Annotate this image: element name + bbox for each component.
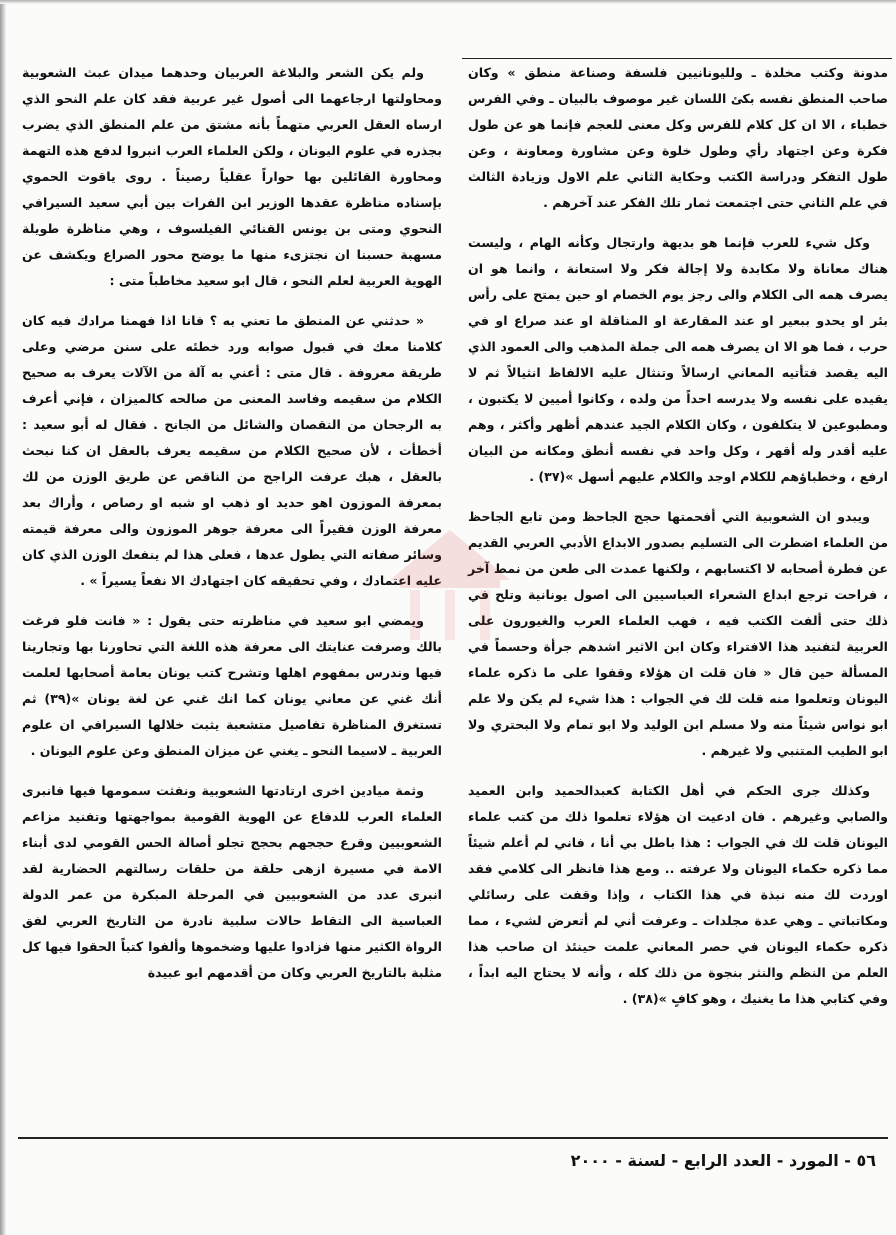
left-text-column [22,60,442,1000]
paragraph: وثمة ميادين اخرى ارتادتها الشعوبية ونفثت سمومها فيها فانبرى العلماء العرب للدفاع عن الهوية القومية بمواجهتها وتفنيد مزاعم الشعوبيين وقرع حججهم بحجج تجلو أصالة الحس القومي لدى أبناء الامة في مسيرة ازهى حلقة من حلقات رسالتهم الحضارية لقد انبرى عدد من الشعوبيين في المرحلة المبكرة من عمر الدولة العباسية الى التقاط حالات سلبية نادرة من التاريخ العربي لفق الرواة الكثير منها فزادوا عليها وضخموها وألفوا كتباً الحقوا فيها كل مثلبة بالتاريخ العربي وكان من أقدمهم ابو عبيدة [22,783,442,980]
footer-rule [18,1137,888,1139]
scan-shadow-top [0,0,896,4]
paragraph: مدونة وكتب مخلدة ـ ولليونانيين فلسفة وصناعة منطق » وكان صاحب المنطق نفسه بكئ اللسان غير موصوف بالبيان ـ وفي الفرس خطباء ، الا ان كل كلام للفرس وكل معنى للعجم فإنما هو عن طول فكرة وعن اجتهاد رأي وطول خلوة وعن مشاورة ومعاونة ، وعن طول التفكر ودراسة الكتب وحكاية الثاني علم الاول وزيادة الثالث في علم الثاني حتى اجتمعت ثمار تلك الفكر عند آخرهم . [468,65,888,210]
paragraph: ويبدو ان الشعوبية التي أفحمتها حجج الجاحظ ومن تابع الجاحظ من العلماء اضطرت الى التسليم بصدور الابداع الأدبي العربي القديم عن فطرة أصحابه لا اكتسابهم ، ولكنها عمدت الى طعن من نمط آخر ، فراحت ترجع ابداع الشعراء العباسيين الى اصول يونانية وتلح في ذلك حتى ألفت الكتب فيه ، فهب العلماء العرب والغيورون على العربية لتفنيد هذا الافتراء وكان ابن الاثير اشدهم جرأة وحسماً في المسألة حين قال « فان قلت ان هؤلاء وقفوا على ما ذكره علماء اليونان وتعلموا منه قلت لك في الجواب : هذا شيء لم يكن ولا علم ابو نواس شيئاً منه ولا مسلم ابن الوليد ولا ابو تمام ولا البحتري ولا ابو الطيب المتنبي ولا غيرهم . [468,509,888,758]
paragraph: وكذلك جرى الحكم في أهل الكتابة كعبدالحميد وابن العميد والصابي وغيرهم . فان ادعيت ان هؤلاء تعلموا ذلك من كتب علماء اليونان قلت لك في الجواب : هذا باطل بي أنا ، فاني لم أعلم شيئاً مما ذكره حكماء اليونان ولا عرفته .. ومع هذا فانظر الى كلامي فقد اوردت لك منه نبذة في هذا الكتاب ، وإذا وقفت على رسائلي ومكاتباتي ـ وهي عدة مجلدات ـ وعرفت أني لم أتعرض لشيء ، مما ذكره حكماء اليونان في حصر المعاني علمت حينئذ ان صاحب هذا العلم من النظم والنثر بنجوة من ذلك كله ، وأنه لا يحتاج اليه ابداً ، وفي كتابي هذا ما يغنيك ، وهو كافٍ »(٣٨) . [468,783,888,1006]
paragraph: ويمضي ابو سعيد في مناظرته حتى يقول : « فانت فلو فرغت بالك وصرفت عنايتك الى معرفة هذه اللغة التي تحاورنا بها وتجارينا فيها وندرس بمفهوم اهلها وتشرح كتب يونان بعامة أصحابها لعلمت أنك غني عن معاني يونان كما انك غني عن لغة يونان »(٣٩) ثم تستغرق المناظرة تفاصيل متشعبة يثبت خلالها السيرافي ان علوم العربية ـ لاسيما النحو ـ يغني عن ميزان المنطق وعن علوم اليونان . [22,613,442,758]
right-text-column [468,60,888,1026]
paragraph: وكل شيء للعرب فإنما هو بديهة وارتجال وكأنه الهام ، وليست هناك معاناة ولا مكابدة ولا إجالة فكر ولا استعانة ، وانما هو ان يصرف همه الى الكلام والى رجز يوم الخصام او حين يمتح على رأس بئر او يحدو ببعير او عند المقارعة او المناقلة او عند صراع او في حرب ، فما هو الا ان يصرف همه الى جملة المذهب والى العمود الذي اليه يقصد فتأتيه المعاني ارسالاً وتنثال عليه الالفاظ انثيالاً ثم لا يقيده على نفسه ولا يدرسه احداً من ولده ، وكانوا أميين لا يكتبون ، ومطبوعين لا يتكلفون ، وكان الكلام الجيد عندهم أظهر وأكثر ، وهم عليه أقدر وله أقهر ، وكل واحد في نفسه أنطق ومكانه من البيان ارفع ، وخطباؤهم للكلام اوجد والكلام عليهم أسهل »(٣٧) . [468,235,888,484]
paragraph: « حدثني عن المنطق ما تعني به ؟ فانا اذا فهمنا مرادك فيه كان كلامنا معك في قبول صوابه ورد خطئه على سنن مرضي وعلى طريقة معروفة . قال متى : أعني به آلة من الآلات يعرف به صحيح الكلام من سقيمه وفاسد المعنى من صالحه كالميزان ، فإني أعرف به الرجحان من النقصان والشائل من الجانح . فقال له أبو سعيد : أخطأت ، لأن صحيح الكلام من سقيمه يعرف بالعقل ان كنا نبحث بالعقل ، هبك عرفت الراجح من الناقص عن طريق الوزن من لك بمعرفة الموزون اهو حديد او ذهب او شبه او رصاص ، وأراك بعد معرفة الوزن فقيراً الى معرفة جوهر الموزون والى معرفة قيمته وسائر صفاته التي يطول عدها ، فعلى هذا لم ينفعك الوزن الذي كان عليه اعتمادك ، وفي تحقيقه كان اجتهادك الا نفعاً يسيراً » . [22,313,442,588]
paragraph: ولم يكن الشعر والبلاغة العربيان وحدهما ميدان عبث الشعوبية ومحاولتها ارجاعهما الى أصول غير عربية فقد كان علم النحو الذي ارساه العقل العربي متهماً بأنه مشتق من علم المنطق الذي يضرب بجذره في علوم اليونان ، ولكن العلماء العرب انبروا لدفع هذه التهمة ومحاورة القائلين بها حواراً عقلياً رصيناً . روى ياقوت الحموي بإسناده مناظرة عقدها الوزير ابن الفرات بين أبي سعيد السيرافي النحوي ومتى بن يونس القنائي الفيلسوف ، وهي مناظرة طويلة مسهبة حسبنا ان نجتزىء منها ما يوضح محور الصراع ويكشف عن الهوية العربية لعلم النحو ، قال ابو سعيد مخاطباً متى : [22,65,442,288]
scan-shadow-left [0,0,6,1235]
page-footer: ٥٦ - المورد - العدد الرابع - لسنة - ٢٠٠٠ [570,1151,876,1170]
header-rule [462,58,892,59]
